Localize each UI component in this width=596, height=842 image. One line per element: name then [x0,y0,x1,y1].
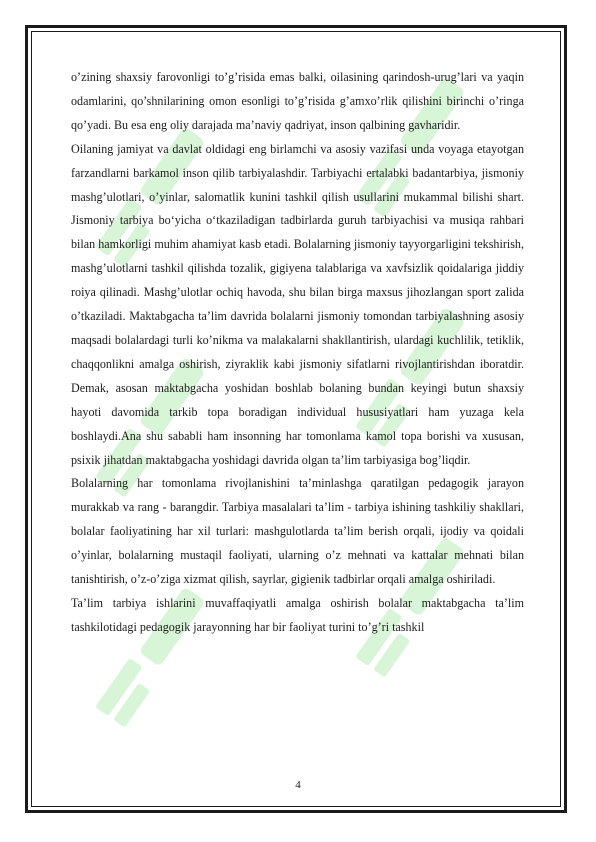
paragraph-1: o’zining shaxsiy farovonligi to’g’risida emas balki, oilasining qarindosh-urug’lari va yaqin odamlarini, qo’shnilarining omon esonligi to’g’risida g’amxo’rlik qilishini birinchi o’ringa qo’yadi. Bu esa eng oliy darajada ma’naviy qadriyat, inson qalbining gavharidir. [71,70,524,132]
paragraph-4: Ta’lim tarbiya ishlarini muvaffaqiyatli amalga oshirish bolalar maktabgacha ta’lim tashkilotidagi pedagogik jarayonning har bir faoliyat turini to’g’ri tashkil [71,595,524,634]
paragraph-2: Oilaning jamiyat va davlat oldidagi eng birlamchi va asosiy vazifasi unda voyaga etayotgan farzandlarni barkamol inson qilib tarbiyalashdir. Tarbiyachi ertalabki badantarbiya, jismoniy mashg’ulotlari, o’yinlar, salomatlik kunini tashkil qilish usullarini mukammal bilishi shart. Jismoniy tarbiya bo‘yicha o‘tkaziladigan tadbirlarda guruh tarbiyachisi va musiqa rahbari bilan hamkorligi muhim ahamiyat kasb etadi. Bolalarning jismoniy tayyorgarligini tekshirish, mashg’ulotlarni tashkil qilishda tozalik, gigiyena talablariga va xavfsizlik qoidalariga jiddiy roiya qilinadi. Mashg’ulotlar ochiq havoda, shu bilan birga maxsus jihozlangan sport zalida o’tkaziladi. Maktabgacha ta’lim davrida bolalarni jismoniy tomondan tarbiyalashning asosiy maqsadi bolalardagi turli ko’nikma va malakalarni shakllantirish, ulardagi kuchlilik, tetiklik, chaqqonlikni amalga oshirish, ziyraklik kabi jismoniy sifatlarni rivojlantirishdan iboratdir. Demak, asosan maktabgacha yoshidan boshlab bolaning bundan keyingi butun shaxsiy hayoti davomida tarkib topa boradigan individual hususiyatlari ham yuzaga kela boshlaydi.Ana shu sababli ham insonning har tomonlama kamol topa borishi va xususan, psixik jihatdan maktabgacha yoshidagi davrida olgan ta’lim tarbiyasiga bog’liqdir. [71,141,524,467]
page-number: 4 [295,779,301,791]
document-body [71,66,524,640]
paragraph-3: Bolalarning har tomonlama rivojlanishini ta’minlashga qaratilgan pedagogik jarayon murakkab va rang - barangdir. Tarbiya masalalari ta’lim - tarbiya ishining tashkiliy shakllari, bolalar faoliyatining har xil turlari: mashgulotlarda ta’lim berish orqali, ijodiy va qoidali o’yinlar, bolalarning mustaqil faoliyati, ularning o’z mehnati va kattalar mehnati bilan tanishtirish, o’z-o’ziga xizmat qilish, sayrlar, gigienik tadbirlar orqali amalga oshiriladi. [71,476,524,587]
